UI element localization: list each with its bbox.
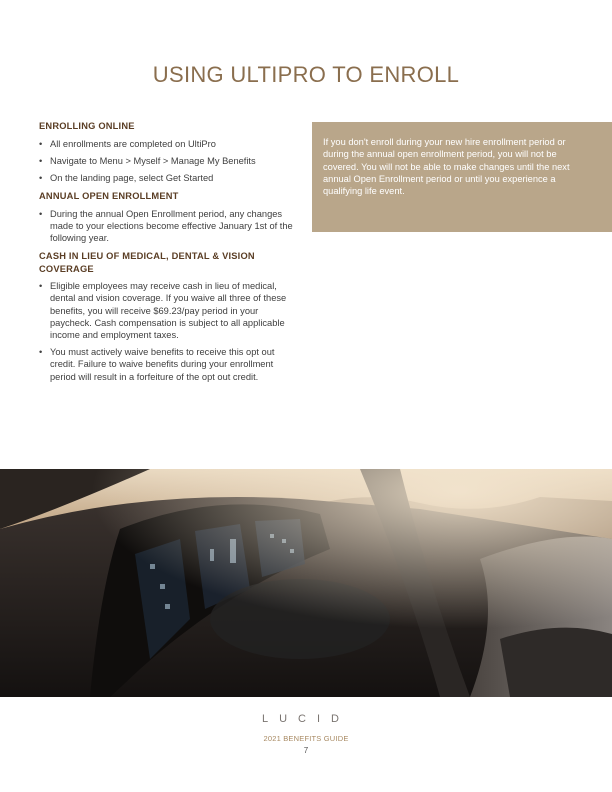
- section-enrolling-online: [39, 120, 301, 184]
- section-heading: ANNUAL OPEN ENROLLMENT: [39, 191, 179, 202]
- bullet-list: [39, 280, 301, 383]
- callout-text: If you don't enroll during your new hire enrollment period or during the annual open enrollment period, you will not be covered. You will not be able to make changes until the next annual Open Enrollment period or until you experience a qualifying life event.: [323, 137, 570, 197]
- bullet-list: [39, 138, 301, 185]
- bullet-icon: •: [39, 172, 43, 183]
- callout-box: [312, 122, 612, 232]
- section-cash-in-lieu: [39, 250, 301, 383]
- bullet-list: [39, 208, 301, 245]
- list-item-text: Navigate to Menu > Myself > Manage My Benefits: [50, 155, 256, 166]
- bullet-icon: •: [39, 138, 43, 149]
- bullet-icon: •: [39, 347, 43, 358]
- lucid-logo-text: LUCID: [261, 713, 351, 724]
- list-item-text: Eligible employees may receive cash in lieu of medical, dental and vision coverage. If you waive all three of these benefits, you will receive $69.23/pay period in your paycheck. Cash compensation is subject to all applicable income and employment taxes.: [50, 281, 287, 341]
- list-item: [39, 346, 301, 383]
- bullet-icon: •: [39, 208, 43, 219]
- section-heading: CASH IN LIEU OF MEDICAL, DENTAL & VISION COVERAGE: [39, 251, 255, 274]
- list-item: [39, 208, 301, 245]
- bullet-icon: •: [39, 281, 43, 292]
- list-item-text: During the annual Open Enrollment period, any changes made to your elections become effective January 1st of the following year.: [50, 208, 293, 244]
- footer-label: 2021 BENEFITS GUIDE: [263, 734, 349, 743]
- bullet-icon: •: [39, 155, 43, 166]
- left-column: [39, 120, 301, 389]
- car-interior-photo: [0, 469, 612, 697]
- list-item-text: All enrollments are completed on UltiPro: [50, 138, 216, 149]
- section-annual-open-enrollment: [39, 190, 301, 244]
- page-number: 7: [303, 746, 309, 755]
- list-item: [39, 172, 301, 184]
- page-title: USING ULTIPRO TO ENROLL: [152, 62, 460, 87]
- list-item: [39, 155, 301, 167]
- list-item: [39, 138, 301, 150]
- list-item-text: On the landing page, select Get Started: [50, 172, 214, 183]
- section-heading: ENROLLING ONLINE: [39, 121, 135, 131]
- list-item-text: You must actively waive benefits to receive this opt out credit. Failure to waive benefits during your enrollment period will result in a forfeiture of the opt out credit.: [50, 347, 275, 382]
- lucid-logo: [256, 712, 356, 724]
- list-item: [39, 280, 301, 341]
